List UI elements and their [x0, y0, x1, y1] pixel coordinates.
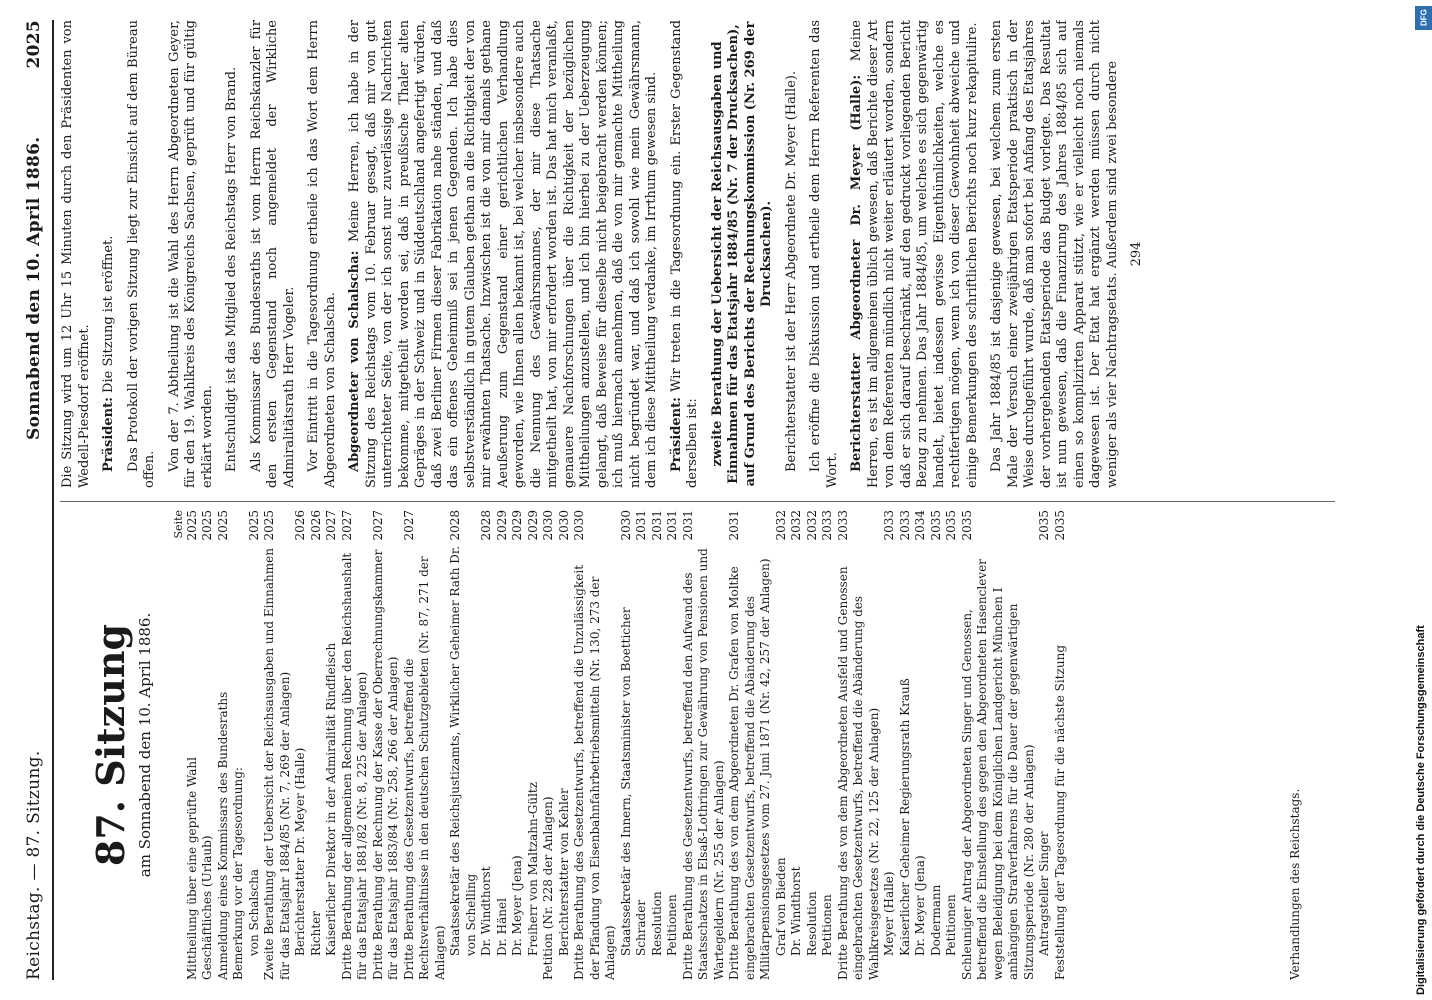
toc-entry-page: 2035: [928, 510, 943, 541]
toc-entry-page: 2028: [448, 510, 463, 541]
session-title: 87. Sitzung: [88, 623, 133, 867]
toc-entry-text: Resolution: [804, 891, 819, 956]
toc-entry: [619, 510, 635, 980]
toc-entry-page: 2029: [494, 510, 509, 541]
paragraph-spacer: [118, 20, 126, 488]
toc-entry-text: Dr. Windthorst: [789, 866, 804, 956]
toc-entry-page: 2027: [370, 510, 385, 541]
toc-entry-page: 2025: [215, 510, 230, 541]
toc-entry: [774, 510, 790, 980]
toc-entry-page: 2031: [665, 510, 680, 541]
paragraph-spacer: [241, 20, 249, 488]
toc-entry: [247, 510, 263, 980]
toc-entry: [510, 510, 526, 980]
toc-entry-text: Kaiserlicher Direktor in der Admiralität Rindfleisch: [324, 642, 339, 956]
table-of-contents-column: [66, 510, 1336, 980]
toc-entry: [495, 510, 511, 980]
toc-entry-text: Dritte Berathung des Gesetzentwurfs, betreffend den Aufwand des Staatsschatzes in Elsaß-Lothringen zur Gewährung von Pensionen und Wartegeldern (Nr. 255 der Anlagen): [680, 548, 726, 980]
proceedings-text: [60, 20, 1129, 488]
toc-entry-text: Berichterstatter von Kehler: [556, 788, 571, 956]
toc-entry-text: Resolution: [649, 891, 664, 956]
speech-body: Die Sitzung ist eröffnet.: [101, 235, 116, 398]
paragraph: Die Sitzung wird um 12 Uhr 15 Minuten durch den Präsidenten von Wedell-Piesdorf eröffnet.: [60, 20, 92, 488]
toc-entry: [898, 510, 914, 980]
paragraph: Ich eröffne die Diskussion und ertheile dem Herrn Referenten das Wort.: [808, 20, 840, 488]
speech-body: Meine Herren, ich habe in der Sitzung des Reichstags vom 10. Februar gesagt, daß mir von gut unterrichteter Seite, von der ich sonst nur zuverlässige Nachrichten bekomme, mitgetheilt worden sei, daß in preußische Thaler alten Gepräges in der Schweiz und in Süddeutschland angefertigt würden, daß zwei Berliner Firmen dieser Fabrikation nahe ständen, und daß das ein offenes Geheimniß sei in jenen Gegenden. Ich habe dies selbstverständlich in gutem Glauben gethan an die Richtigkeit der von mir erwähnten Thatsache. Inzwischen ist die von mir damals gethane Aeußerung zum Gegenstand einer gerichtlichen Verhandlung geworden, wie Ihnen allen bekannt ist, bei welcher insbesondere auch die Nennung des Gewährsmannes, der mir diese Thatsache mitgetheilt hat, von mir erfordert worden ist. Das hat mich veranlaßt, genauere Nachforschungen über die Richtigkeit der bezüglichen Mittheilungen anzustellen, und ich bin hierbei zu der Ueberzeugung gelangt, daß Beweise für dieselbe nicht beigebracht werden können; ich muß hiernach annehmen, daß die von mir gemachte Mittheilung nicht begründet war, und daß ich sowohl wie mein Gewährsmann, dem ich diese Mittheilung verdanke, im Irrthum gewesen sind.: [347, 20, 659, 488]
toc-entry: [634, 510, 650, 980]
toc-entry-text: Antragsteller Singer: [1037, 831, 1052, 956]
paragraph-spacer: [841, 20, 849, 488]
toc-entry: [324, 510, 340, 980]
toc-entry: [262, 510, 293, 980]
toc-entry-page: 2029: [525, 510, 540, 541]
speech-paragraph: [347, 20, 661, 488]
toc-entry-page: 2031: [680, 510, 695, 541]
toc-entry: [944, 510, 960, 980]
toc-entry-text: Dritte Berathung der Rechnung der Kasse der Oberrechnungskammer für das Etatsjahr 1883/84 (Nr. 258, 266 der Anlagen): [370, 549, 401, 980]
toc-entry-text: Dodermann: [928, 884, 943, 956]
speech-body: Meine Herren, es ist im allgemeinen üblich gewesen, daß Berichte dieser Art von dem Referenten mündlich nicht weiter erläutert worden, sondern daß er sich darauf beschränkt, auf den gedruckt vorliegenden Bericht Bezug zu nehmen. Das Jahr 1884/85, um welches es sich gegenwärtig handelt, bietet indessen gewisse Eigenthümlichkeiten, welche es rechtfertigen mögen, wenn ich von dieser Gewohnheit abweiche und einige Bemerkungen des schriftlichen Berichts noch kurz rekapitulire.: [849, 20, 980, 488]
toc-entry-text: Staatssekretär des Innern, Staatsminister von Boetticher: [618, 607, 633, 956]
toc-entry: [479, 510, 495, 980]
speech-paragraph: [669, 20, 702, 488]
toc-entry-page: 2031: [634, 510, 649, 541]
toc-entry: [929, 510, 945, 980]
toc-entry: [216, 510, 232, 980]
speaker-name: Abgeordneter von Schalscha:: [347, 250, 362, 472]
toc-entry: [557, 510, 573, 980]
toc-entry: [727, 510, 774, 980]
speaker-name: Berichterstatter Abgeordneter Dr. Meyer (Halle):: [849, 74, 864, 472]
header-title: Reichstag. — 87. Sitzung.: [24, 750, 44, 980]
toc-entry-page: 2030: [556, 510, 571, 541]
toc-entry: [572, 510, 619, 980]
toc-entry-text: Freiherr von Maltzahn-Gültz: [525, 781, 540, 956]
signature-mark: 294: [1129, 241, 1144, 267]
proceedings-column: [60, 20, 1335, 488]
toc-entry: [309, 510, 325, 980]
paragraph: zweite Berathung der Uebersicht der Reichsausgaben und Einnahmen für das Etatsjahr 1884/85 (Nr. 7 der Drucksachen), auf Grund des Berichts der Rechnungskommission (Nr. 269 der Drucksachen).: [709, 21, 774, 487]
toc-entry-text: Petitionen: [944, 894, 959, 956]
digitization-note: Digitalisierung gefördert durch die Deutsche Forschungsgemeinschaft: [1415, 625, 1427, 995]
toc-entry-text: Dr. Meyer (Jena): [913, 855, 928, 956]
paragraph: Das Protokoll der vorigen Sitzung liegt zur Einsicht auf dem Büreau offen.: [125, 20, 157, 488]
toc-entry-page: 2025: [184, 510, 199, 541]
paragraph-spacer: [298, 20, 306, 488]
paragraph-spacer: [661, 20, 669, 488]
toc-entry-page: 2030: [572, 510, 587, 541]
toc-entry-page: 2025: [262, 510, 277, 541]
toc-entry-page: 2035: [944, 510, 959, 541]
toc-entry-text: Petitionen: [820, 894, 835, 956]
running-header: [20, 20, 54, 980]
toc-entry-text: Zweite Berathung der Uebersicht der Reichsausgaben und Einnahmen für das Etatsjahr 1884/85 (Nr. 7, 269 der Anlagen): [262, 548, 292, 980]
toc-entry-page: 2030: [618, 510, 633, 541]
toc-entry-text: Geschäftliches (Urlaub): [200, 835, 215, 980]
toc-entry: [913, 510, 929, 980]
toc-entry: [526, 510, 542, 980]
paragraph: Das Jahr 1884/85 ist dasjenige gewesen, bei welchem zum ersten Male der Versuch einer zweijährigen Etatsperiode praktisch in der Weise durchgeführt wurde, daß man sofort bei Anfang des Etatsjahres der vorhergehenden Etatsperiode das Budget vorlegte. Das Resultat ist nun gewesen, daß die Finanzirung des Jahres 1884/85 sich auf einen so komplizirten Apparat stützt, wie er vielleicht noch niemals dagewesen ist. Der Etat hat ergänzt werden müssen durch nicht weniger als vier Nachtragsetats. Außerdem sind zwei besondere: [989, 20, 1120, 488]
toc-entry-page: 2035: [959, 510, 974, 541]
speech-paragraph: [849, 20, 981, 488]
toc-list: [185, 510, 1069, 980]
toc-entry-text: Staatssekretär des Reichsjustizamts, Wirklicher Geheimer Rath Dr. von Schelling: [448, 545, 478, 956]
page-number: 2025: [24, 20, 44, 69]
column-divider: [60, 501, 1335, 502]
toc-entry-page: 2027: [339, 510, 354, 541]
toc-entry-page: 2033: [820, 510, 835, 541]
paragraph-spacer: [339, 20, 347, 488]
toc-entry-page: 2027: [324, 510, 339, 541]
paragraph: Entschuldigt ist das Mitglied des Reichstags Herr von Brand.: [224, 66, 239, 472]
toc-entry-text: Petitionen: [665, 894, 680, 956]
speaker-name: Präsident:: [668, 397, 684, 472]
toc-entry-page: 2026: [293, 510, 308, 541]
toc-entry: [1037, 510, 1053, 980]
toc-entry: [665, 510, 681, 980]
toc-entry-page: 2033: [835, 510, 850, 541]
toc-entry-page: 2029: [510, 510, 525, 541]
toc-entry-page: 2025: [200, 510, 215, 541]
toc-entry-text: Feststellung der Tagesordnung für die nächste Sitzung: [1052, 644, 1067, 980]
header-date: Sonnabend den 10. April 1886.: [24, 136, 44, 440]
toc-entry-page: 2032: [789, 510, 804, 541]
toc-entry: [371, 510, 402, 980]
toc-entry-page: 2031: [649, 510, 664, 541]
toc-entry-page: 2032: [804, 510, 819, 541]
toc-entry-text: Schrader: [634, 899, 649, 956]
toc-entry-text: Dr. Meyer (Jena): [510, 855, 525, 956]
toc-entry: [960, 510, 1038, 980]
toc-entry-page: 2025: [246, 510, 261, 541]
toc-entry-page: 2035: [1052, 510, 1067, 541]
toc-entry-text: Dr. Hänel: [494, 898, 509, 956]
toc-entry-page: 2033: [882, 510, 897, 541]
paragraph-spacer: [702, 20, 710, 488]
speech-paragraph: [101, 20, 118, 488]
toc-entry-page: 2027: [401, 510, 416, 541]
toc-entry-page: 2030: [541, 510, 556, 541]
paragraph-spacer: [216, 20, 224, 488]
paragraph: Vor Eintritt in die Tagesordnung ertheile ich das Wort dem Herrn Abgeordneten von Schalscha.: [306, 20, 338, 488]
toc-entry-page: [231, 510, 247, 542]
toc-entry-text: Dritte Berathung der allgemeinen Rechnung über den Reichshaushalt für das Etatsjahr 1881/82 (Nr. 8, 225 der Anlagen): [339, 552, 370, 980]
toc-entry-page: 2033: [897, 510, 912, 541]
toc-entry-text: Anmeldung eines Kommissars des Bundesraths: [215, 691, 230, 980]
toc-entry-page: 2028: [479, 510, 494, 541]
toc-entry-text: Berichterstatter Dr. Meyer (Halle): [293, 747, 308, 956]
toc-entry: [200, 510, 216, 980]
toc-entry-page: 2032: [773, 510, 788, 541]
paragraph-spacer: [93, 20, 101, 488]
toc-entry-text: Meyer (Halle): [882, 871, 897, 956]
toc-entry: [681, 510, 728, 980]
paragraph: Von der 7. Abtheilung ist die Wahl des Herrn Abgeordneten Geyer, für den 19. Wahlkreis des Königreichs Sachsen, geprüft und für gültig erklärt worden.: [166, 20, 215, 488]
toc-entry: [789, 510, 805, 980]
toc-entry-text: von Schalscha: [246, 869, 261, 956]
paragraph-spacer: [1121, 20, 1129, 488]
toc-entry-text: Bemerkung vor der Tagesordnung:: [231, 767, 246, 980]
toc-entry-text: Dritte Berathung des Gesetzentwurfs, betreffend die Unzulässigkeit der Pfändung von Eisenbahnfahrbetriebsmitteln (Nr. 130, 273 der Anlagen): [572, 564, 618, 980]
toc-entry-text: Dr. Windthorst: [479, 866, 494, 956]
toc-entry: [820, 510, 836, 980]
toc-entry-text: Mittheilung über eine geprüfte Wahl: [184, 757, 199, 980]
toc-entry-text: Dritte Berathung des von dem Abgeordneten Ausfeld und Genossen eingebrachten Gesetzentwurfs, betreffend die Abänderung des Wahlkreisgesetzes (Nr. 22, 125 der Anlagen): [835, 566, 881, 980]
toc-entry: [293, 510, 309, 980]
toc-entry-text: Petition (Nr. 228 der Anlagen): [541, 796, 556, 980]
speaker-name: Präsident:: [101, 397, 116, 472]
toc-entry-text: Schleuniger Antrag der Abgeordneten Singer und Genossen, betreffend die Einstellung des gegen den Abgeordneten Hasenclever wegen Beleidigung bei dem Königlichen Landgericht München I anhängigen Strafverfahrens für die Dauer der gegenwärtigen Sitzungsperiode (Nr. 280 der Anlagen): [959, 559, 1036, 980]
toc-entry: [402, 510, 449, 980]
toc-entry-text: Dritte Berathung des von dem Abgeordneten Dr. Grafen von Moltke eingebrachten Gesetzentwurfs, betreffend die Abänderung des Militärpensionsgesetzes vom 27. Juni 1871 (Nr. 42, 257 der Anlagen): [727, 558, 773, 980]
toc-entry: [185, 510, 201, 980]
speech-body: Wir treten in die Tagesordnung ein. Erster Gegenstand derselben ist:: [668, 20, 700, 488]
toc-entry-page: 2035: [1037, 510, 1052, 541]
toc-entry-text: Richter: [308, 911, 323, 956]
session-date: am Sonnabend den 10. April 1886.: [135, 612, 154, 878]
paragraph-spacer: [159, 20, 167, 488]
toc-entry-page: 2026: [308, 510, 323, 541]
toc-entry-text: Kaiserlicher Geheimer Regierungsrath Krauß: [897, 678, 912, 956]
toc-entry: [650, 510, 666, 980]
toc-entry: [882, 510, 898, 980]
paragraph-spacer: [776, 20, 784, 488]
toc-entry-page: 2034: [913, 510, 928, 541]
toc-entry: [340, 510, 371, 980]
toc-entry: [541, 510, 557, 980]
toc-entry: [231, 510, 247, 980]
paragraph: Als Kommissar des Bundesraths ist vom Herrn Reichskanzler für den ersten Gegenstand noch angemeldet der Wirkliche Admiralitätsrath Herr Vogeler.: [248, 20, 297, 488]
toc-entry: [448, 510, 479, 980]
footer-note: Verhandlungen des Reichstags.: [1288, 788, 1302, 980]
paragraph: Berichterstatter ist der Herr Abgeordnete Dr. Meyer (Halle).: [783, 70, 799, 472]
paragraph-spacer: [981, 20, 989, 488]
paragraph-spacer: [800, 20, 808, 488]
dfg-logo: DFG: [1415, 6, 1432, 30]
toc-entry: [805, 510, 821, 980]
toc-entry: [836, 510, 883, 980]
toc-page-label: Seite: [171, 510, 185, 539]
toc-entry: [1053, 510, 1069, 980]
toc-entry-text: Dritte Berathung des Gesetzentwurfs, betreffend die Rechtsverhältnisse in den deutschen Schutzgebieten (Nr. 87, 271 der Anlagen): [401, 556, 447, 980]
toc-entry-text: Graf von Bieden: [773, 857, 788, 956]
toc-entry-page: 2031: [727, 510, 742, 541]
